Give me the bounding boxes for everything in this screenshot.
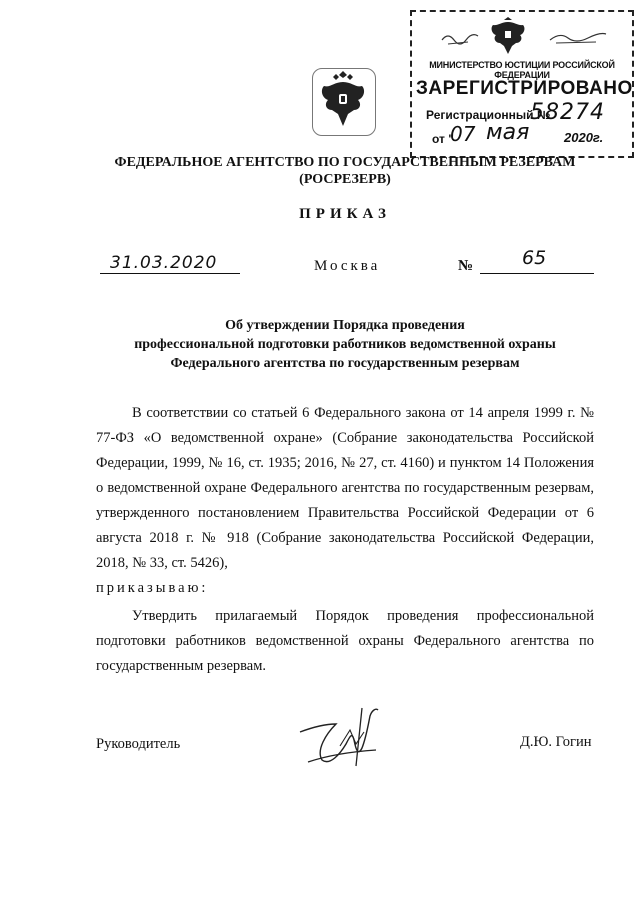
- stamp-date-prefix: от ": [432, 132, 454, 146]
- stamp-date-month: мая: [486, 120, 530, 145]
- signatory-name: Д.Ю. Гогин: [520, 734, 592, 750]
- preamble-text: В соответствии со статьей 6 Федерального закона от 14 апреля 1999 г. № 77-ФЗ «О ведомственной охране» (Собрание законодательства Российской Федерации, 1999, № 16, ст. 1935; 2016, № 27, ст. 4160) и пунктом 14 Положения о ведомственной охране Федерального агентства по государственным резервам, утвержденного постановлением Правительства Российской Федерации от 6 августа 2018 г. № 918 (Собрание законодательства Российской Федерации, 2018, № 33, ст. 5426),: [96, 405, 594, 571]
- order-number: 65: [522, 247, 547, 269]
- stamp-ministry: МИНИСТЕРСТВО ЮСТИЦИИ РОССИЙСКОЙ ФЕДЕРАЦИИ: [429, 60, 615, 80]
- order-subject: [0, 316, 640, 373]
- agency-name: ФЕДЕРАЛЬНОЕ АГЕНТСТВО ПО ГОСУДАРСТВЕННЫМ РЕЗЕРВАМ: [114, 155, 576, 170]
- stamp-reg-number: 58274: [530, 100, 605, 125]
- order-word: приказываю:: [96, 580, 209, 596]
- subject-line-2: профессиональной подготовки работников ведомственной охраны: [134, 337, 556, 352]
- order-date: 31.03.2020: [110, 253, 218, 273]
- stamp-reg-label: Регистрационный №: [426, 108, 551, 122]
- stamp-decoration-left: [438, 28, 488, 48]
- stamp-date-year: 2020г.: [564, 130, 604, 145]
- resolution-paragraph: Утвердить прилагаемый Порядок проведения профессиональной подготовки работников ведомственной охраны Федерального агентства по государственным резервам.: [96, 608, 594, 674]
- date-underline: [100, 273, 240, 274]
- order-city: Москва: [314, 258, 381, 274]
- subject-line-1: Об утверждении Порядка проведения: [225, 318, 465, 333]
- subject-line-3: Федерального агентства по государственным резервам: [170, 356, 520, 371]
- stamp-emblem-icon: [488, 16, 528, 56]
- stamp-date-day: 07: [450, 122, 476, 146]
- handwritten-signature: [296, 706, 390, 770]
- order-number-label: №: [458, 258, 474, 274]
- agency-short-name: (РОСРЕЗЕРВ): [299, 172, 391, 187]
- order-title: ПРИКАЗ: [299, 206, 391, 222]
- stamp-registered: ЗАРЕГИСТРИРОВАНО: [416, 78, 633, 99]
- preamble-paragraph: [96, 401, 594, 601]
- number-underline: [480, 273, 594, 274]
- coat-of-arms-icon: [316, 70, 370, 132]
- signatory-role: Руководитель: [96, 736, 181, 752]
- stamp-decoration-right: [548, 28, 608, 48]
